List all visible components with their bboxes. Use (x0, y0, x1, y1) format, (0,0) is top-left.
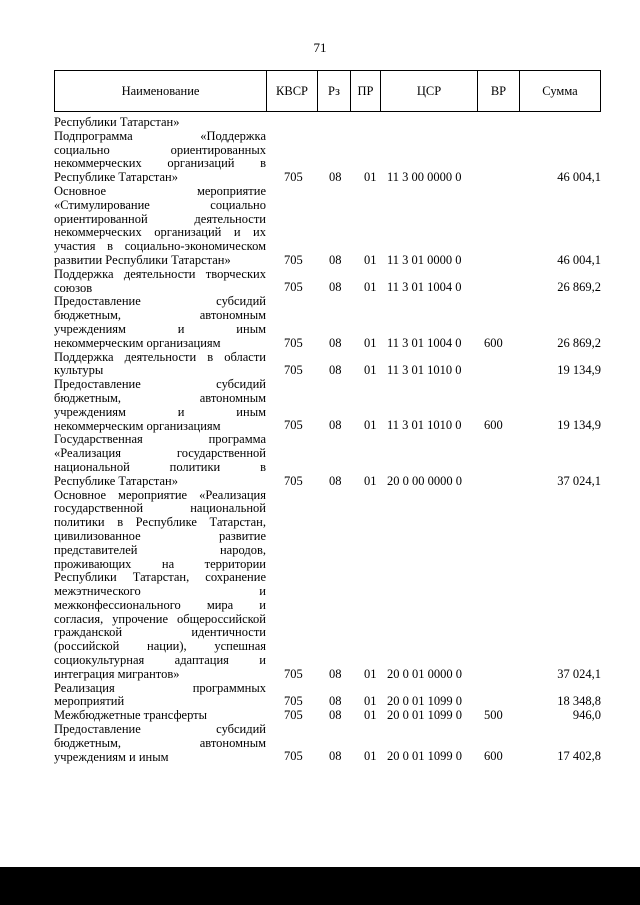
row-name-line: межконфессионального мира и (54, 597, 266, 612)
row-name-line: Государственная программа (54, 432, 266, 447)
row-name-line: развитии Республики Татарстан» (54, 252, 231, 267)
row-rz: 08 (329, 335, 342, 350)
row-name-line: Республике Татарстан» (54, 473, 178, 488)
row-csr: 20 0 01 1099 0 (387, 749, 462, 764)
row-pr: 01 (364, 473, 377, 488)
row-csr: 11 3 01 1010 0 (387, 418, 462, 433)
row-name-line: Поддержка деятельности творческих (54, 266, 266, 281)
row-name-line: участия в социально-экономическом (54, 239, 266, 254)
row-codes (54, 171, 601, 185)
row-name-line: мероприятий (54, 694, 125, 709)
row-sum: 17 402,8 (557, 749, 601, 764)
row-sum: 46 004,1 (557, 252, 601, 267)
row-codes (54, 695, 601, 709)
table-row (54, 130, 601, 185)
row-name-line: проживающих на территории (54, 556, 266, 571)
row-vr: 500 (484, 708, 503, 723)
row-name-line: бюджетным, автономным (54, 390, 266, 405)
row-name-line: цивилизованное развитие (54, 528, 266, 543)
row-pr: 01 (364, 335, 377, 350)
row-name-line: некоммерческих организаций и их (54, 225, 266, 240)
row-kvsr: 705 (284, 473, 303, 488)
row-name-line: интеграция мигрантов» (54, 666, 180, 681)
row-name-line: межэтнического и (54, 584, 266, 599)
row-kvsr: 705 (284, 666, 303, 681)
row-name-line: Республики Татарстан» (54, 115, 180, 129)
row-pr: 01 (364, 280, 377, 295)
row-name-line: некоммерческих организаций в (54, 156, 266, 171)
row-name-line: политики в Республике Татарстан, (54, 515, 266, 530)
table-row (54, 116, 601, 130)
row-name-line: гражданской идентичности (54, 625, 266, 640)
row-name-line: Основное мероприятие «Реализация (54, 487, 266, 502)
row-name-line: Республике Татарстан» (54, 170, 178, 185)
row-name-line: некоммерческим организациям (54, 418, 221, 433)
page-number: 71 (313, 40, 327, 55)
row-csr: 11 3 01 1004 0 (387, 335, 462, 350)
row-sum: 26 869,2 (557, 335, 601, 350)
row-name (54, 489, 266, 682)
row-name-line: национальной политики в (54, 459, 266, 474)
table-row (54, 295, 601, 350)
row-name-line: Предоставление субсидий (54, 722, 266, 737)
table-row (54, 489, 601, 682)
row-sum: 37 024,1 (557, 666, 601, 681)
row-rz: 08 (329, 418, 342, 433)
row-vr: 600 (484, 749, 503, 764)
row-codes (54, 475, 601, 489)
row-sum: 19 134,9 (557, 363, 601, 378)
row-codes (54, 116, 601, 130)
row-name-line: Поддержка деятельности в области (54, 349, 266, 364)
row-name-line: учреждениям и иным (54, 321, 266, 336)
row-codes (54, 364, 601, 378)
row-kvsr: 705 (284, 708, 303, 723)
row-csr: 11 3 01 1010 0 (387, 363, 462, 378)
table-row (54, 682, 601, 710)
table-row (54, 268, 601, 296)
row-name-line: Подпрограмма «Поддержка (54, 128, 266, 143)
scan-edge (0, 867, 640, 905)
row-name-line: Предоставление субсидий (54, 377, 266, 392)
row-pr: 01 (364, 252, 377, 267)
row-codes (54, 750, 601, 764)
row-name-line: «Стимулирование социально (54, 197, 266, 212)
row-csr: 20 0 01 1099 0 (387, 708, 462, 723)
row-sum: 26 869,2 (557, 280, 601, 295)
row-name-line: «Реализация государственной (54, 446, 266, 461)
row-rz: 08 (329, 169, 342, 184)
row-kvsr: 705 (284, 169, 303, 184)
table-row (54, 378, 601, 433)
table-row (54, 351, 601, 379)
row-kvsr: 705 (284, 749, 303, 764)
row-rz: 08 (329, 252, 342, 267)
row-name-line: бюджетным, автономным (54, 735, 266, 750)
row-csr: 11 3 01 1004 0 (387, 280, 462, 295)
row-name-line: ориентированной деятельности (54, 211, 266, 226)
row-name-line: бюджетным, автономным (54, 308, 266, 323)
row-codes (54, 419, 601, 433)
row-kvsr: 705 (284, 252, 303, 267)
row-csr: 11 3 01 0000 0 (387, 252, 462, 267)
row-codes (54, 709, 601, 723)
row-name-line: Межбюджетные трансферты (54, 708, 208, 723)
header-vr: ВР (478, 71, 520, 111)
row-name-line: социально ориентированных (54, 142, 266, 157)
row-kvsr: 705 (284, 280, 303, 295)
row-pr: 01 (364, 708, 377, 723)
row-pr: 01 (364, 169, 377, 184)
row-kvsr: 705 (284, 335, 303, 350)
row-kvsr: 705 (284, 694, 303, 709)
row-rz: 08 (329, 749, 342, 764)
row-csr: 20 0 01 0000 0 (387, 666, 462, 681)
row-kvsr: 705 (284, 418, 303, 433)
row-name-line: культуры (54, 363, 104, 378)
row-name-line: учреждениям и иным (54, 749, 169, 764)
row-sum: 46 004,1 (557, 169, 601, 184)
row-codes (54, 281, 601, 295)
row-pr: 01 (364, 363, 377, 378)
table-row (54, 185, 601, 268)
header-rz: Рз (318, 71, 351, 111)
row-name-line: социокультурная адаптация и (54, 653, 266, 668)
table-row (54, 723, 601, 764)
header-csr: ЦСР (381, 71, 478, 111)
row-pr: 01 (364, 694, 377, 709)
table-row (54, 709, 601, 723)
row-pr: 01 (364, 749, 377, 764)
header-kvsr: КВСР (267, 71, 318, 111)
row-rz: 08 (329, 694, 342, 709)
row-name-line: учреждениям и иным (54, 404, 266, 419)
row-name-line: согласия, упрочение общероссийской (54, 611, 266, 626)
row-rz: 08 (329, 280, 342, 295)
row-vr: 600 (484, 418, 503, 433)
row-sum: 946,0 (572, 708, 601, 723)
row-name-line: некоммерческим организациям (54, 335, 221, 350)
row-name-line: союзов (54, 280, 93, 295)
row-csr: 20 0 00 0000 0 (387, 473, 462, 488)
table-row (54, 433, 601, 488)
row-csr: 11 3 00 0000 0 (387, 169, 462, 184)
row-name-line: Республики Татарстан, сохранение (54, 570, 266, 585)
row-rz: 08 (329, 473, 342, 488)
row-vr: 600 (484, 335, 503, 350)
row-codes (54, 254, 601, 268)
header-name: Наименование (55, 71, 267, 111)
row-name-line: Основное мероприятие (54, 183, 266, 198)
header-sum: Сумма (542, 84, 578, 98)
row-rz: 08 (329, 363, 342, 378)
row-sum: 37 024,1 (557, 473, 601, 488)
row-name-line: государственной национальной (54, 501, 266, 516)
row-sum: 19 134,9 (557, 418, 601, 433)
row-pr: 01 (364, 418, 377, 433)
row-rz: 08 (329, 708, 342, 723)
table-body (54, 116, 601, 764)
row-codes (54, 668, 601, 682)
row-name-line: Реализация программных (54, 680, 266, 695)
row-codes (54, 337, 601, 351)
row-name-line: представителей народов, (54, 542, 266, 557)
row-pr: 01 (364, 666, 377, 681)
row-sum: 18 348,8 (557, 694, 601, 709)
row-name-line: Предоставление субсидий (54, 294, 266, 309)
row-rz: 08 (329, 666, 342, 681)
table-header (54, 70, 601, 112)
row-csr: 20 0 01 1099 0 (387, 694, 462, 709)
header-pr: ПР (351, 71, 381, 111)
row-name-line: (российской нации), успешная (54, 639, 266, 654)
row-kvsr: 705 (284, 363, 303, 378)
